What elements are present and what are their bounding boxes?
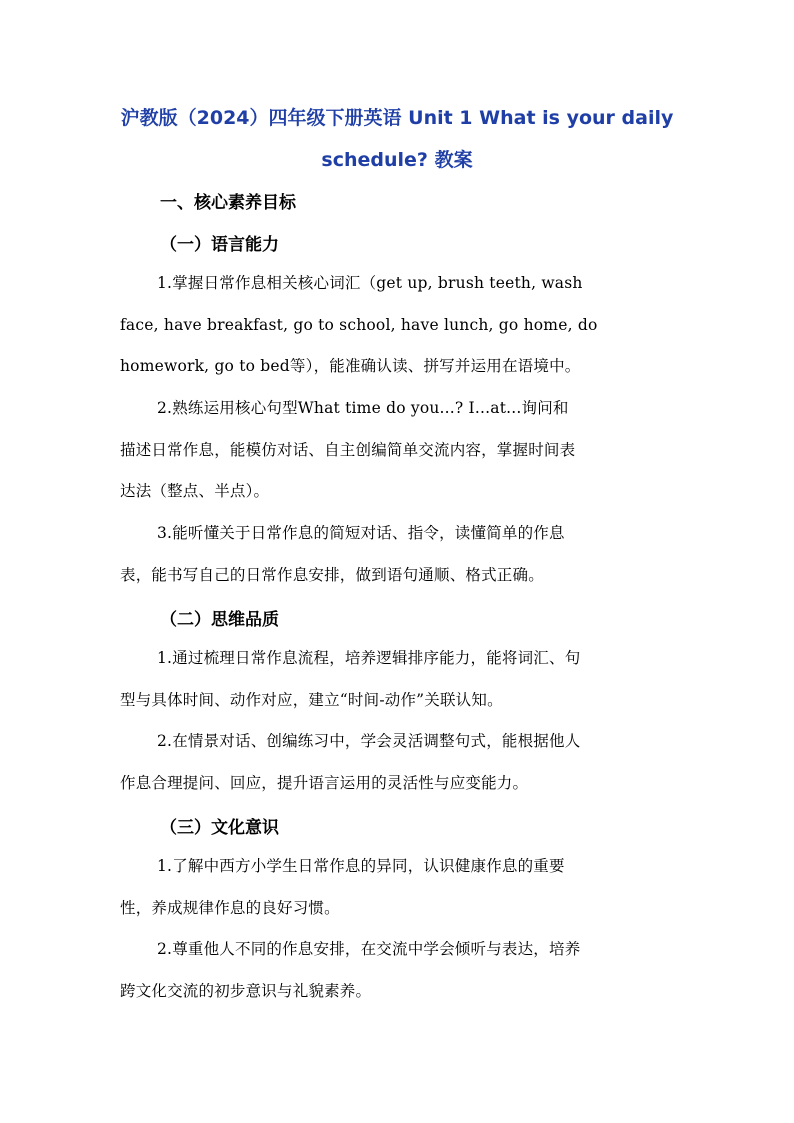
paragraph-line: homework, go to bed等），能准确认读、拼写并运用在语境中。	[120, 357, 581, 376]
title-line-1: 沪教版（2024）四年级下册英语 Unit 1 What is your daily	[120, 107, 674, 129]
paragraph-line: 型与具体时间、动作对应，建立“时间-动作”关联认知。	[120, 690, 503, 709]
paragraph-line: 跨文化交流的初步意识与礼貌素养。	[120, 981, 372, 1000]
paragraph-line: 性，养成规律作息的良好习惯。	[120, 898, 340, 917]
paragraph-line: 2.在情景对话、创编练习中，学会灵活调整句式，能根据他人	[157, 732, 581, 750]
paragraph-language-1	[120, 263, 676, 388]
paragraph-language-2	[120, 388, 676, 513]
paragraph-culture-1	[120, 846, 676, 929]
heading-thinking-quality: （二）思维品质	[160, 610, 279, 630]
heading-language-ability: （一）语言能力	[160, 235, 279, 255]
paragraph-line: 2.熟练运用核心句型What time do you...? I...at...询问和	[157, 399, 569, 417]
paragraph-line: face, have breakfast, go to school, have lunch, go home, do	[120, 315, 598, 334]
paragraph-thinking-2	[120, 721, 676, 804]
paragraph-line: 表，能书写自己的日常作息安排，做到语句通顺、格式正确。	[120, 565, 544, 584]
paragraph-line: 2.尊重他人不同的作息安排，在交流中学会倾听与表达，培养	[157, 940, 581, 958]
paragraph-line: 1.通过梳理日常作息流程，培养逻辑排序能力，能将词汇、句	[157, 649, 581, 667]
title-line-2: schedule? 教案	[321, 149, 473, 171]
heading-core-literacy-goals: 一、核心素养目标	[160, 193, 296, 213]
paragraph-line: 作息合理提问、回应，提升语言运用的灵活性与应变能力。	[120, 773, 529, 792]
paragraph-line: 1.了解中西方小学生日常作息的异同，认识健康作息的重要	[157, 857, 565, 875]
paragraph-thinking-1	[120, 638, 676, 721]
document-title	[120, 97, 674, 181]
paragraph-culture-2	[120, 929, 676, 1012]
paragraph-line: 3.能听懂关于日常作息的简短对话、指令，读懂简单的作息	[157, 524, 565, 542]
paragraph-language-3	[120, 513, 676, 596]
heading-cultural-awareness: （三）文化意识	[160, 818, 279, 838]
paragraph-line: 1.掌握日常作息相关核心词汇（get up, brush teeth, wash	[157, 274, 583, 292]
paragraph-line: 达法（整点、半点）。	[120, 482, 270, 501]
paragraph-line: 描述日常作息，能模仿对话、自主创编简单交流内容，掌握时间表	[120, 440, 576, 459]
